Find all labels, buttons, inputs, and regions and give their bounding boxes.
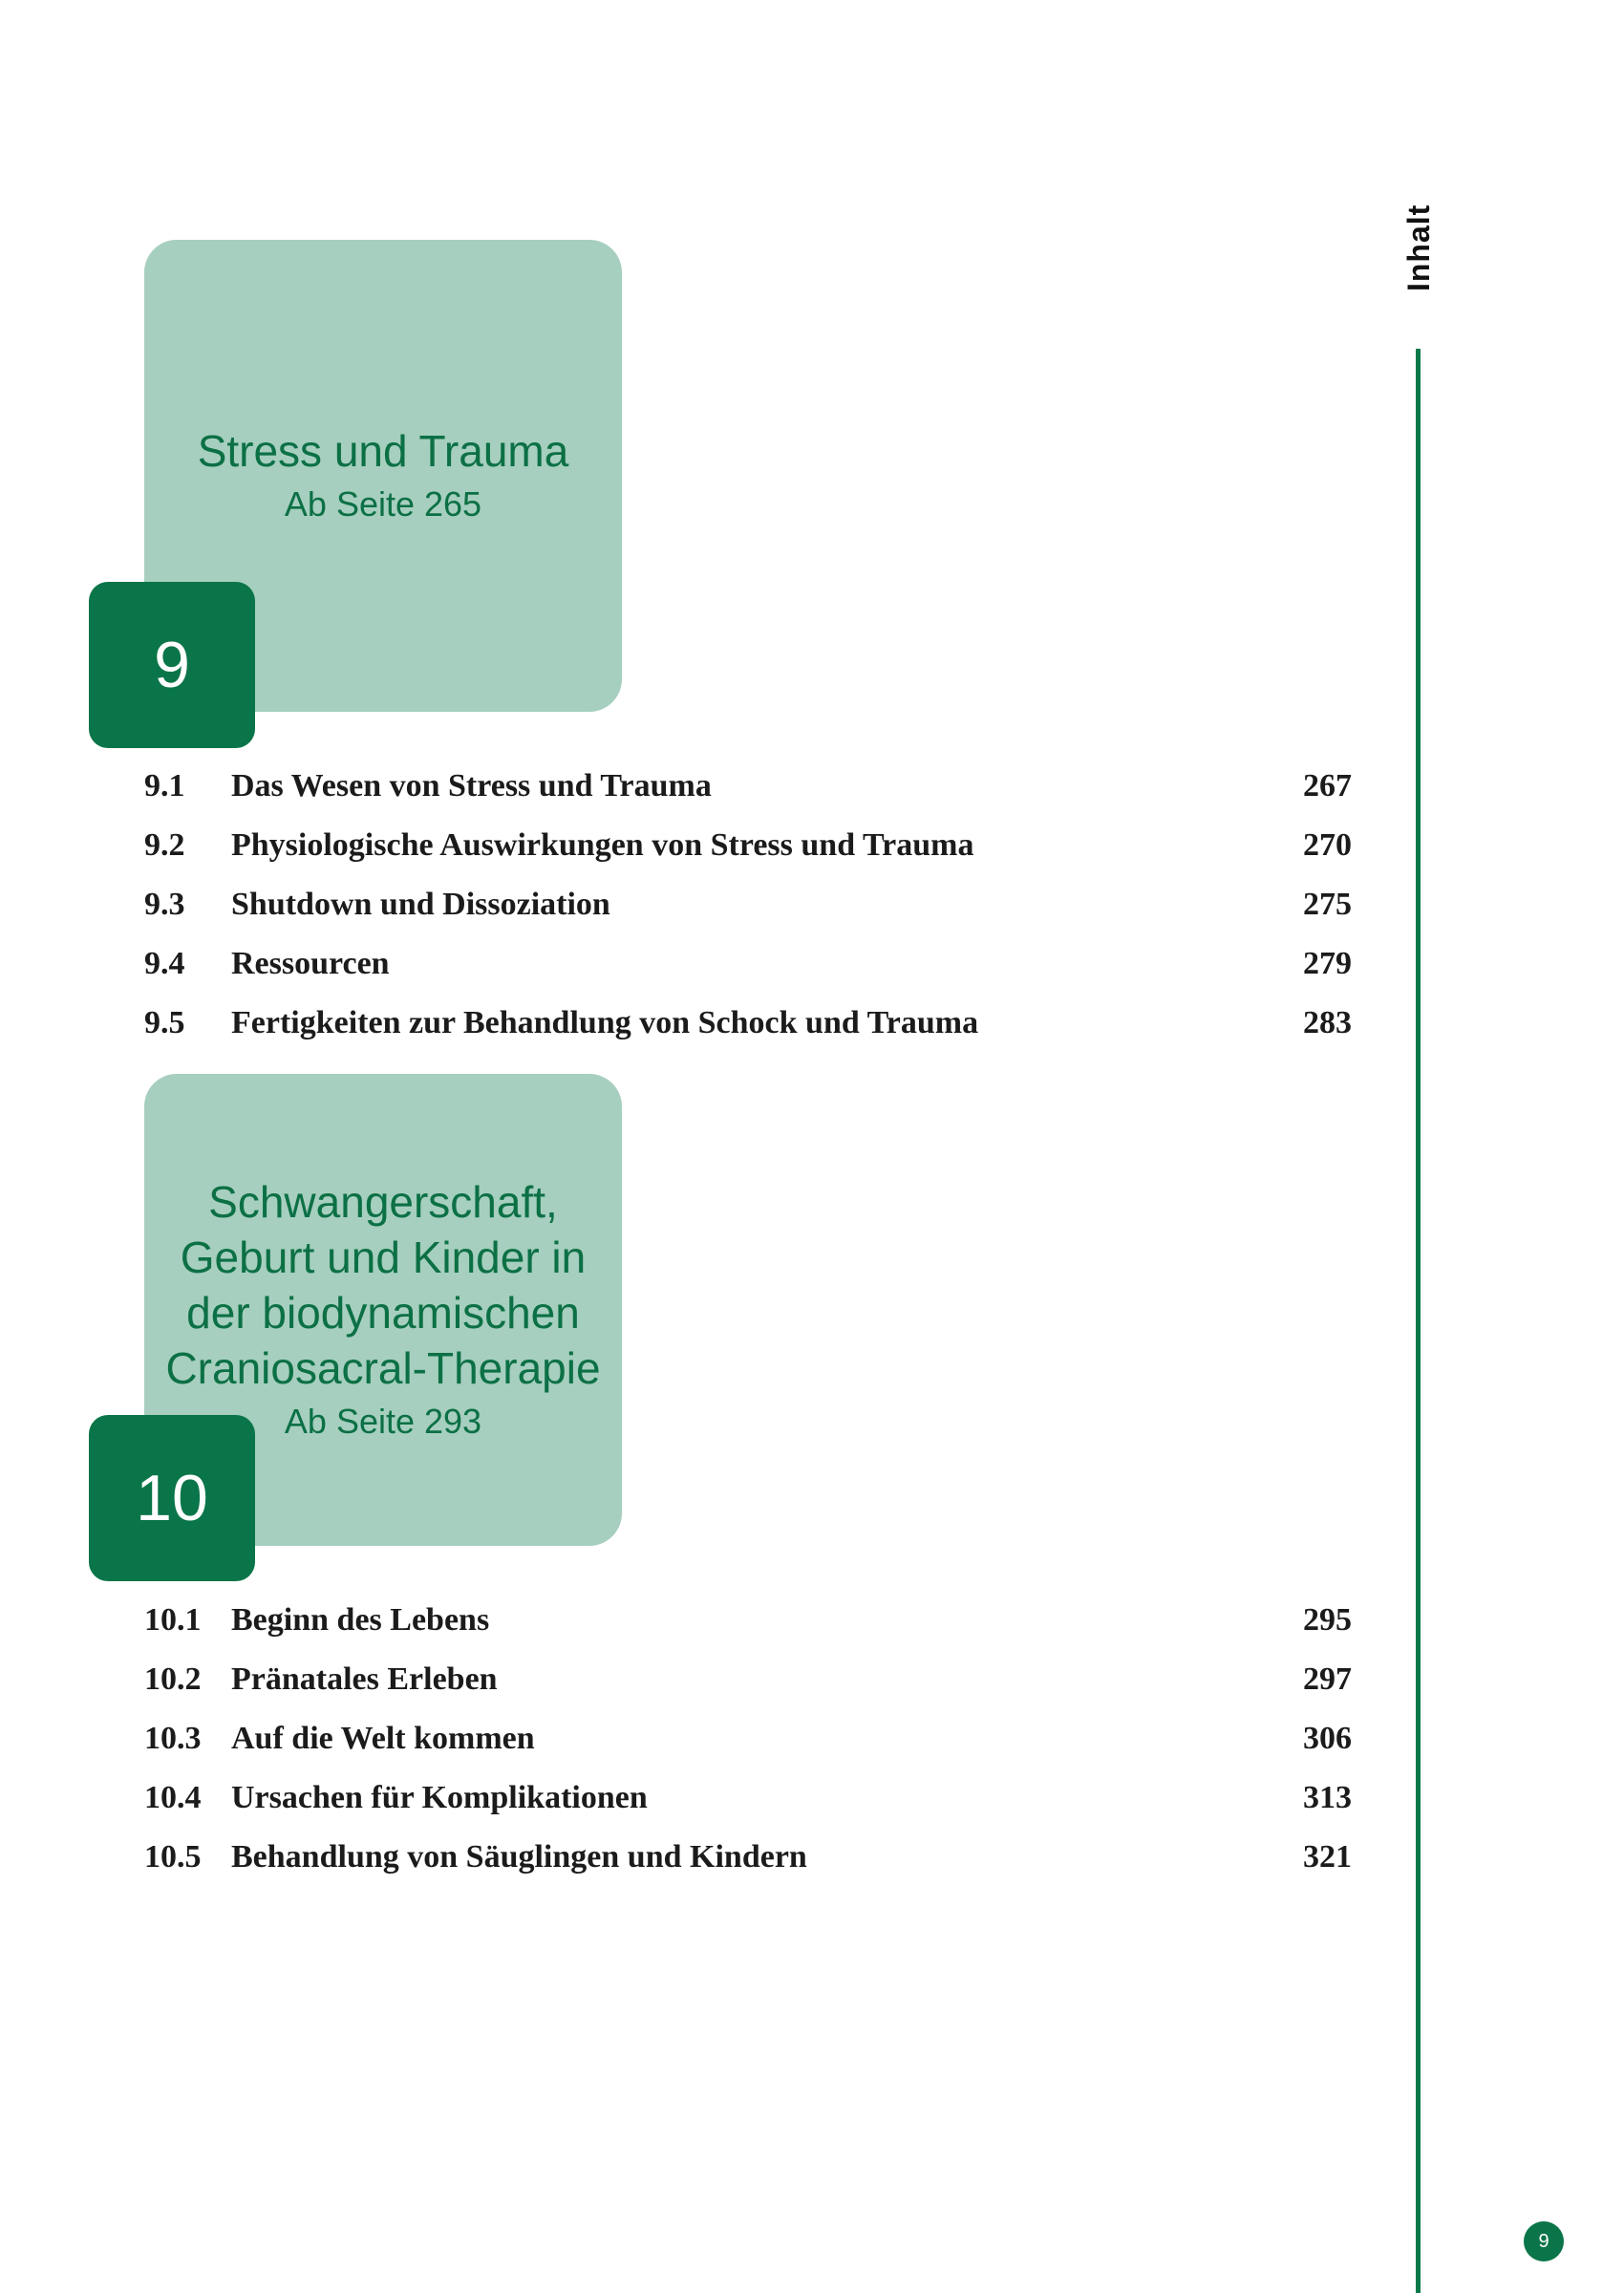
section-number: 9.5 <box>144 1005 185 1040</box>
toc-row[interactable] <box>144 875 1352 934</box>
section-page: 295 <box>1303 1602 1352 1638</box>
section-title: Das Wesen von Stress und Trauma <box>231 768 712 804</box>
section-page: 270 <box>1303 827 1352 863</box>
section-title: Physiologische Auswirkungen von Stress und Trauma <box>231 827 974 863</box>
chapter-number-badge: 9 <box>89 582 255 748</box>
side-rule <box>1416 349 1421 2293</box>
section-page: 283 <box>1303 1005 1352 1040</box>
chapter-title: Stress und Trauma <box>197 426 569 476</box>
chapter-9-toc <box>144 757 1352 1053</box>
section-page: 306 <box>1303 1721 1352 1756</box>
section-number: 10.5 <box>144 1839 202 1875</box>
section-page: 267 <box>1303 768 1352 804</box>
section-page: 313 <box>1303 1780 1352 1815</box>
section-title: Beginn des Lebens <box>231 1602 490 1638</box>
section-page: 321 <box>1303 1839 1352 1875</box>
section-number: 10.2 <box>144 1661 202 1697</box>
chapter-title: Schwangerschaft, Geburt und Kinder in der biodynamischen Craniosacral-Therapie <box>165 1177 601 1393</box>
chapter-10-toc <box>144 1591 1352 1887</box>
chapter-number-badge: 10 <box>89 1415 255 1581</box>
chapter-start-page: Ab Seite 293 <box>284 1402 482 1441</box>
toc-row[interactable] <box>144 1709 1352 1768</box>
section-number: 9.1 <box>144 768 185 804</box>
page-number-badge: 9 <box>1524 2221 1564 2261</box>
section-title: Shutdown und Dissoziation <box>231 887 610 922</box>
section-number: 9.3 <box>144 887 185 922</box>
toc-row[interactable] <box>144 1650 1352 1709</box>
chapter-start-page: Ab Seite 265 <box>284 484 482 524</box>
section-number: 10.1 <box>144 1602 202 1638</box>
toc-row[interactable] <box>144 1768 1352 1828</box>
section-title: Fertigkeiten zur Behandlung von Schock und Trauma <box>231 1005 979 1040</box>
section-label: Inhalt <box>1401 204 1436 291</box>
toc-row[interactable] <box>144 757 1352 816</box>
section-title: Ursachen für Komplikationen <box>231 1780 648 1815</box>
toc-row[interactable] <box>144 934 1352 994</box>
section-page: 297 <box>1303 1661 1352 1697</box>
toc-row[interactable] <box>144 1828 1352 1887</box>
section-number: 10.3 <box>144 1721 202 1756</box>
section-page: 275 <box>1303 887 1352 922</box>
toc-row[interactable] <box>144 1591 1352 1650</box>
section-title: Ressourcen <box>231 946 390 981</box>
toc-row[interactable] <box>144 816 1352 875</box>
section-title: Pränatales Erleben <box>231 1661 498 1697</box>
section-number: 9.4 <box>144 946 185 981</box>
section-title: Auf die Welt kommen <box>231 1721 535 1756</box>
section-title: Behandlung von Säuglingen und Kindern <box>231 1839 807 1875</box>
section-page: 279 <box>1303 946 1352 981</box>
section-number: 9.2 <box>144 827 185 863</box>
toc-row[interactable] <box>144 994 1352 1053</box>
section-number: 10.4 <box>144 1780 202 1815</box>
